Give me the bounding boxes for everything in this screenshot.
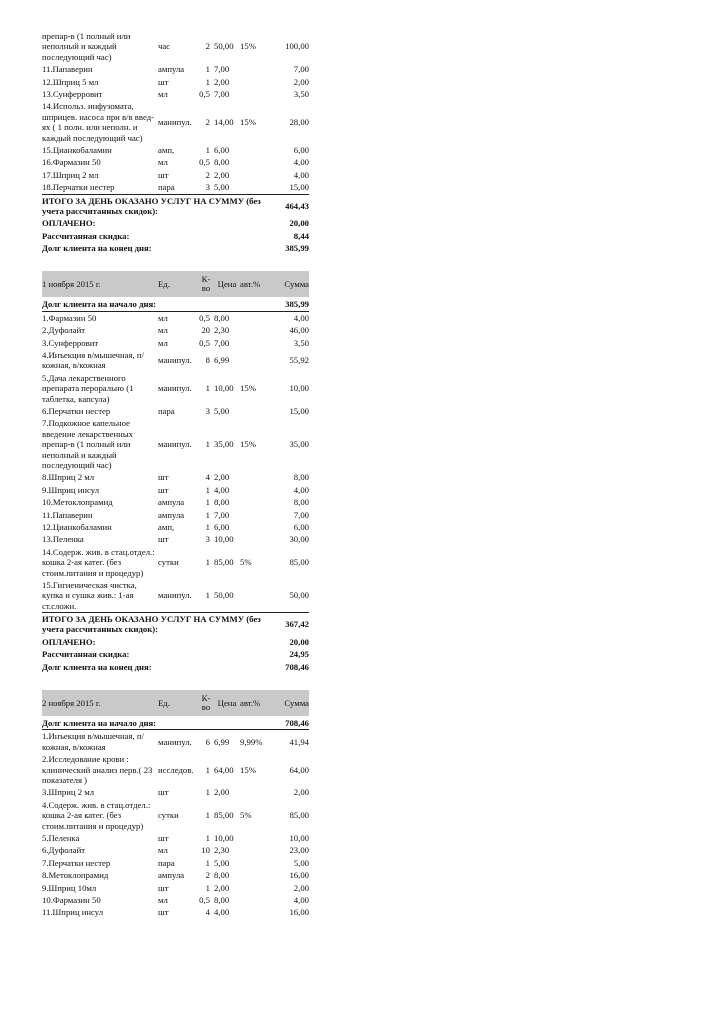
- item-discount: [240, 533, 268, 545]
- item-price: 64,00: [214, 764, 234, 775]
- item-sum: 10,00: [289, 383, 309, 394]
- discount-label: Рассчитанная скидка:: [42, 230, 130, 241]
- price-header: Цена: [214, 690, 240, 716]
- item-price: 14,00: [214, 117, 234, 128]
- item-name: 13.Пеленка: [42, 534, 84, 545]
- item-unit: пара: [158, 182, 175, 193]
- item-unit: мл: [158, 845, 168, 856]
- table-row: [42, 496, 309, 508]
- debt-end-label: Долг клиента на конец дня:: [42, 242, 152, 253]
- item-unit: манипул.: [158, 383, 192, 394]
- total-label: ИТОГО ЗА ДЕНЬ ОКАЗАНО УСЛУГ НА СУММУ (без учета рассчитанных скидок):: [42, 613, 268, 636]
- debt-end-row: [42, 661, 309, 673]
- item-discount: 15%: [240, 117, 256, 128]
- item-sum: 2,00: [293, 787, 309, 798]
- item-discount: 15%: [240, 439, 256, 450]
- debt-end-label: Долг клиента на конец дня:: [42, 661, 152, 672]
- discount-value: 24,95: [289, 649, 309, 660]
- paid-value: 20,00: [289, 636, 309, 647]
- item-unit: шт: [158, 169, 169, 180]
- item-price: 2,00: [214, 76, 230, 87]
- item-qty: 1: [205, 497, 210, 508]
- item-name: 7.Перчатки нестер: [42, 857, 111, 868]
- item-name: 3.Сунферровит: [42, 337, 99, 348]
- item-qty: 4: [205, 472, 210, 483]
- table-row: [42, 337, 309, 349]
- debt-end-row: [42, 242, 309, 254]
- item-qty: 2: [205, 117, 210, 128]
- item-discount: [240, 169, 268, 181]
- item-qty: 1: [205, 557, 210, 568]
- item-unit: манипул.: [158, 590, 192, 601]
- item-unit: пара: [158, 857, 175, 868]
- item-qty: 1: [205, 145, 210, 156]
- item-qty: 3: [205, 534, 210, 545]
- item-discount: [240, 786, 268, 798]
- item-discount: [240, 579, 268, 613]
- item-qty: 1: [205, 590, 210, 601]
- item-name: 1.Инъекция в/мышечная, п/кожная, в/кожная: [42, 731, 144, 752]
- item-sum: 55,92: [289, 355, 309, 366]
- table-row: [42, 63, 309, 75]
- item-unit: шт: [158, 472, 169, 483]
- table-row: [42, 882, 309, 894]
- item-name: 6.Дуфолайт: [42, 845, 86, 856]
- item-sum: 30,00: [289, 534, 309, 545]
- item-name: 11.Папаверин: [42, 64, 93, 75]
- table-row: [42, 832, 309, 844]
- item-sum: 28,00: [289, 117, 309, 128]
- item-price: 2,30: [214, 325, 230, 336]
- table-row: [42, 144, 309, 156]
- table-row: [42, 311, 309, 324]
- table-row: [42, 405, 309, 417]
- item-price: 7,00: [214, 64, 230, 75]
- item-sum: 46,00: [289, 325, 309, 336]
- item-discount: [240, 63, 268, 75]
- date-header: 1 ноября 2015 г.: [42, 271, 158, 297]
- item-unit: шт: [158, 76, 169, 87]
- item-qty: 1: [205, 522, 210, 533]
- item-sum: 100,00: [285, 41, 309, 52]
- invoice-page: [42, 30, 309, 936]
- table-row: [42, 799, 309, 832]
- item-sum: 5,00: [293, 857, 309, 868]
- item-unit: мл: [158, 89, 168, 100]
- item-sum: 4,00: [293, 484, 309, 495]
- debt-start-value: 385,99: [268, 297, 309, 311]
- total-value: 367,42: [268, 613, 309, 636]
- item-price: 35,00: [214, 439, 234, 450]
- item-unit: мл: [158, 337, 168, 348]
- total-row: [42, 194, 309, 217]
- paid-row: [42, 217, 309, 229]
- item-qty: 4: [205, 907, 210, 918]
- item-unit: манипул.: [158, 736, 192, 747]
- item-discount: [240, 906, 268, 918]
- item-sum: 7,00: [293, 64, 309, 75]
- debt-end-value: 385,99: [285, 242, 309, 253]
- paid-value: 20,00: [289, 218, 309, 229]
- unit-header: Ед.: [158, 271, 198, 297]
- item-price: 2,00: [214, 882, 230, 893]
- item-price: 7,00: [214, 509, 230, 520]
- item-unit: манипул.: [158, 439, 192, 450]
- day-block: [42, 30, 309, 254]
- item-discount: 5%: [240, 810, 252, 821]
- item-qty: 1: [205, 64, 210, 75]
- paid-row: [42, 636, 309, 648]
- table-row: [42, 509, 309, 521]
- item-price: 85,00: [214, 810, 234, 821]
- item-unit: сутки: [158, 557, 179, 568]
- item-discount: [240, 521, 268, 533]
- item-price: 6,99: [214, 355, 230, 366]
- item-price: 10,00: [214, 534, 234, 545]
- item-discount: [240, 857, 268, 869]
- item-name: 2.Дуфолайт: [42, 325, 86, 336]
- table-header: [42, 271, 309, 297]
- item-qty: 20: [201, 325, 210, 336]
- item-discount: [240, 832, 268, 844]
- item-name: 13.Сунферровит: [42, 89, 103, 100]
- item-sum: 6,00: [293, 145, 309, 156]
- item-sum: 6,00: [293, 522, 309, 533]
- item-price: 6,00: [214, 145, 230, 156]
- item-discount: 5%: [240, 557, 252, 568]
- table-row: [42, 100, 309, 144]
- item-sum: 85,00: [289, 810, 309, 821]
- item-price: 2,00: [214, 787, 230, 798]
- item-price: 50,00: [214, 590, 234, 601]
- item-name: препар-в (1 полный или неполный и каждый последующий час): [42, 31, 131, 62]
- item-qty: 1: [205, 439, 210, 450]
- sum-header: Сумма: [268, 271, 309, 297]
- item-qty: 1: [205, 857, 210, 868]
- item-unit: шт: [158, 882, 169, 893]
- item-sum: 85,00: [289, 557, 309, 568]
- item-qty: 8: [205, 355, 210, 366]
- item-qty: 1: [205, 882, 210, 893]
- item-name: 14.Содерж. жив. в стац.отдел.: кошка 2-ая катег. (без стоим.питания и процедур): [42, 546, 155, 578]
- unit-header: Ед.: [158, 690, 198, 716]
- debt-end-value: 708,46: [285, 661, 309, 672]
- item-unit: ампула: [158, 497, 185, 508]
- table-row: [42, 88, 309, 100]
- total-label: ИТОГО ЗА ДЕНЬ ОКАЗАНО УСЛУГ НА СУММУ (без учета рассчитанных скидок):: [42, 194, 268, 217]
- day-block: [42, 690, 309, 919]
- paid-label: ОПЛАЧЕНО:: [42, 636, 96, 647]
- item-unit: шт: [158, 832, 169, 843]
- item-discount: [240, 144, 268, 156]
- item-unit: шт: [158, 484, 169, 495]
- item-discount: [240, 76, 268, 88]
- item-price: 8,00: [214, 497, 230, 508]
- item-price: 2,30: [214, 845, 230, 856]
- item-sum: 4,00: [293, 312, 309, 323]
- table-row: [42, 324, 309, 336]
- qty-header: К-во: [198, 690, 214, 716]
- item-sum: 50,00: [289, 590, 309, 601]
- item-name: 4.Содерж. жив. в стац.отдел.: кошка 2-ая катег. (без стоим.питания и процедур): [42, 799, 151, 831]
- item-price: 6,99: [214, 736, 230, 747]
- item-qty: 1: [205, 383, 210, 394]
- table-row: [42, 579, 309, 613]
- item-name: 9.Шприц инсул: [42, 484, 100, 495]
- item-name: 16.Фармазин 50: [42, 157, 101, 168]
- item-discount: [240, 156, 268, 168]
- item-price: 4,00: [214, 907, 230, 918]
- item-discount: [240, 894, 268, 906]
- item-price: 8,00: [214, 895, 230, 905]
- item-qty: 2: [205, 41, 210, 52]
- item-price: 8,00: [214, 870, 230, 881]
- table-row: [42, 181, 309, 194]
- item-name: 1.Фармазин 50: [42, 312, 97, 323]
- item-price: 5,00: [214, 182, 230, 193]
- debt-start-row: [42, 297, 309, 311]
- item-discount: [240, 844, 268, 856]
- table-row: [42, 169, 309, 181]
- item-unit: мл: [158, 895, 168, 905]
- item-discount: [240, 88, 268, 100]
- item-sum: 8,00: [293, 497, 309, 508]
- discount-row: [42, 230, 309, 242]
- item-price: 5,00: [214, 857, 230, 868]
- item-discount: [240, 349, 268, 372]
- item-discount: [240, 181, 268, 194]
- item-price: 4,00: [214, 484, 230, 495]
- item-discount: 15%: [240, 41, 256, 52]
- item-qty: 3: [205, 405, 210, 416]
- day-block: [42, 271, 309, 673]
- item-discount: [240, 869, 268, 881]
- item-sum: 64,00: [289, 764, 309, 775]
- item-qty: 1: [205, 76, 210, 87]
- item-unit: пара: [158, 405, 175, 416]
- item-price: 85,00: [214, 557, 234, 568]
- item-discount: 9,99%: [240, 736, 263, 747]
- table-row: [42, 730, 309, 753]
- item-unit: ампула: [158, 870, 185, 881]
- table-row: [42, 857, 309, 869]
- item-qty: 0,5: [199, 337, 210, 348]
- services-table: [42, 690, 309, 919]
- item-qty: 10: [201, 845, 210, 856]
- item-sum: 2,00: [293, 76, 309, 87]
- item-qty: 0,5: [199, 157, 210, 168]
- table-row: [42, 471, 309, 483]
- item-discount: [240, 882, 268, 894]
- item-unit: сутки: [158, 810, 179, 821]
- paid-label: ОПЛАЧЕНО:: [42, 218, 96, 229]
- item-name: 10.Фармазин 50: [42, 895, 101, 905]
- table-row: [42, 76, 309, 88]
- debt-start-row: [42, 716, 309, 730]
- table-row: [42, 417, 309, 471]
- item-price: 8,00: [214, 157, 230, 168]
- item-sum: 2,00: [293, 882, 309, 893]
- services-table: [42, 271, 309, 673]
- item-name: 7.Подкожное капельное введение лекарственных препар-в (1 полный или неполный и каждый последующий час): [42, 418, 134, 470]
- item-unit: час: [158, 41, 171, 52]
- item-qty: 0,5: [199, 312, 210, 323]
- item-price: 2,00: [214, 169, 230, 180]
- item-qty: 1: [205, 832, 210, 843]
- item-unit: манипул.: [158, 355, 192, 366]
- item-qty: 1: [205, 764, 210, 775]
- table-row: [42, 372, 309, 405]
- item-price: 2,00: [214, 472, 230, 483]
- table-row: [42, 484, 309, 496]
- item-discount: 15%: [240, 764, 256, 775]
- item-price: 50,00: [214, 41, 234, 52]
- discount-header: авт.%: [240, 271, 268, 297]
- item-name: 11.Шприц инсул: [42, 907, 104, 918]
- item-price: 7,00: [214, 89, 230, 100]
- item-sum: 35,00: [289, 439, 309, 450]
- discount-value: 8,44: [293, 230, 309, 241]
- table-row: [42, 533, 309, 545]
- item-price: 6,00: [214, 522, 230, 533]
- item-name: 5.Дача лекарственного препарата перорально (1 таблетка, капсула): [42, 372, 134, 404]
- table-row: [42, 156, 309, 168]
- item-name: 2.Исследование крови : клинический анализ перв.( 23 показателя ): [42, 754, 153, 785]
- discount-row: [42, 648, 309, 660]
- total-value: 464,43: [268, 194, 309, 217]
- item-sum: 4,00: [293, 895, 309, 905]
- item-qty: 0,5: [199, 895, 210, 905]
- item-sum: 41,94: [289, 736, 309, 747]
- item-sum: 23,00: [289, 845, 309, 856]
- item-discount: [240, 509, 268, 521]
- table-row: [42, 869, 309, 881]
- item-discount: [240, 324, 268, 336]
- item-price: 7,00: [214, 337, 230, 348]
- discount-label: Рассчитанная скидка:: [42, 649, 130, 660]
- table-row: [42, 894, 309, 906]
- item-sum: 10,00: [289, 832, 309, 843]
- sum-header: Сумма: [268, 690, 309, 716]
- debt-start-label: Долг клиента на начало дня:: [42, 297, 268, 311]
- item-qty: 6: [205, 736, 210, 747]
- item-unit: шт: [158, 534, 169, 545]
- item-unit: шт: [158, 787, 169, 798]
- item-discount: 15%: [240, 383, 256, 394]
- table-row: [42, 349, 309, 372]
- item-sum: 4,00: [293, 169, 309, 180]
- item-unit: манипул.: [158, 117, 192, 128]
- item-name: 12.Цианкобаламин: [42, 522, 112, 533]
- table-row: [42, 786, 309, 798]
- item-sum: 16,00: [289, 907, 309, 918]
- item-qty: 2: [205, 870, 210, 881]
- debt-start-value: 708,46: [268, 716, 309, 730]
- item-name: 4.Инъекция в/мышечная, п/кожная, в/кожная: [42, 349, 144, 371]
- item-name: 6.Перчатки нестер: [42, 405, 111, 416]
- table-row: [42, 906, 309, 918]
- item-name: 15.Гигиеническая чистка, купка и сушка жив.: 1-ая ст.сложн.: [42, 580, 137, 611]
- item-name: 15.Цианкобаламин: [42, 145, 112, 156]
- item-name: 18.Перчатки нестер: [42, 182, 115, 193]
- total-row: [42, 613, 309, 636]
- item-qty: 3: [205, 182, 210, 193]
- item-discount: [240, 337, 268, 349]
- item-discount: [240, 471, 268, 483]
- item-unit: шт: [158, 907, 169, 918]
- item-unit: мл: [158, 312, 168, 323]
- item-name: 9.Шприц 10мл: [42, 882, 97, 893]
- item-sum: 8,00: [293, 472, 309, 483]
- table-row: [42, 30, 309, 63]
- item-unit: ампула: [158, 509, 185, 520]
- discount-header: авт.%: [240, 690, 268, 716]
- price-header: Цена: [214, 271, 240, 297]
- item-unit: исследов.: [158, 764, 194, 775]
- table-row: [42, 521, 309, 533]
- item-name: 8.Метоклопрамид: [42, 870, 109, 881]
- item-qty: 1: [205, 787, 210, 798]
- item-qty: 1: [205, 810, 210, 821]
- date-header: 2 ноября 2015 г.: [42, 690, 158, 716]
- item-unit: мл: [158, 325, 168, 336]
- item-discount: [240, 311, 268, 324]
- item-price: 5,00: [214, 405, 230, 416]
- item-qty: 0,5: [199, 89, 210, 100]
- item-sum: 16,00: [289, 870, 309, 881]
- item-unit: амп,: [158, 522, 175, 533]
- item-qty: 1: [205, 484, 210, 495]
- table-row: [42, 844, 309, 856]
- item-name: 5.Пеленка: [42, 832, 80, 843]
- item-discount: [240, 484, 268, 496]
- item-sum: 4,00: [293, 157, 309, 168]
- item-unit: ампула: [158, 64, 185, 75]
- item-price: 8,00: [214, 312, 230, 323]
- item-unit: мл: [158, 157, 168, 168]
- item-qty: 1: [205, 509, 210, 520]
- item-name: 3.Шприц 2 мл: [42, 787, 95, 798]
- item-sum: 15,00: [289, 182, 309, 193]
- item-name: 11.Папаверин: [42, 509, 93, 520]
- item-name: 17.Шприц 2 мл: [42, 169, 99, 180]
- item-discount: [240, 405, 268, 417]
- item-discount: [240, 496, 268, 508]
- item-sum: 3,50: [293, 89, 309, 100]
- item-name: 12.Шприц 5 мл: [42, 76, 99, 87]
- item-name: 8.Шприц 2 мл: [42, 472, 95, 483]
- table-header: [42, 690, 309, 716]
- item-name: 14.Использ. инфузомата, шприцев. насоса при в/в введ-ях ( 1 полн. или неполн. и каждый последующий час): [42, 101, 155, 143]
- item-unit: амп,: [158, 145, 175, 156]
- services-table: [42, 30, 309, 254]
- item-name: 10.Метоклопрамид: [42, 497, 113, 508]
- item-price: 10,00: [214, 383, 234, 394]
- item-sum: 15,00: [289, 405, 309, 416]
- qty-header: К-во: [198, 271, 214, 297]
- item-qty: 2: [205, 169, 210, 180]
- item-sum: 3,50: [293, 337, 309, 348]
- item-price: 10,00: [214, 832, 234, 843]
- table-row: [42, 753, 309, 786]
- debt-start-label: Долг клиента на начало дня:: [42, 716, 268, 730]
- table-row: [42, 546, 309, 579]
- item-sum: 7,00: [293, 509, 309, 520]
